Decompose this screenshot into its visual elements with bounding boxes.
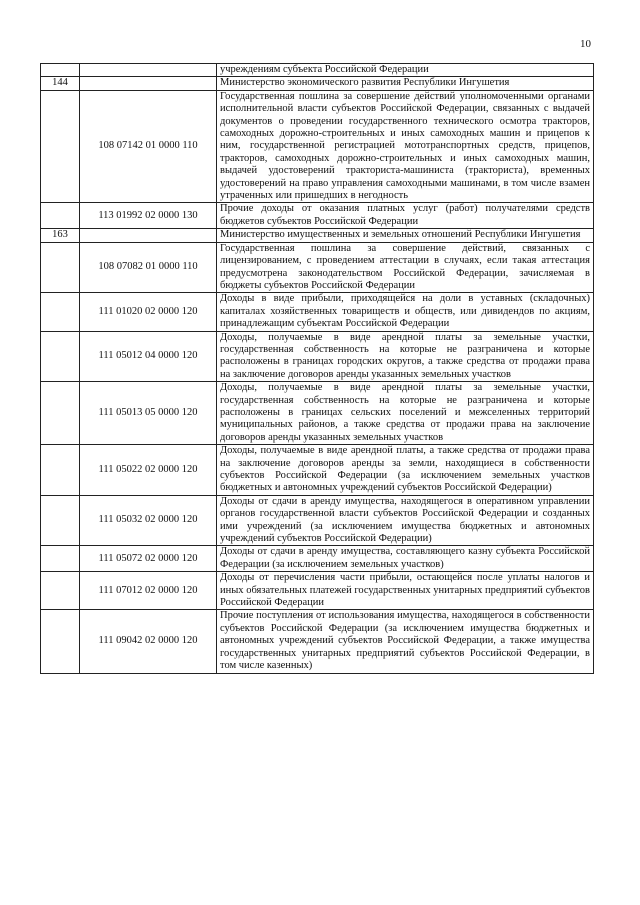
row-number-cell (41, 546, 80, 572)
revenue-code-cell (80, 64, 217, 77)
revenue-code-cell: 111 07012 02 0000 120 (80, 572, 217, 610)
revenue-code-cell (80, 77, 217, 90)
table-row (41, 331, 594, 382)
revenue-code-cell: 108 07142 01 0000 110 (80, 90, 217, 203)
row-number-cell (41, 64, 80, 77)
row-number-cell: 144 (41, 77, 80, 90)
row-number-cell (41, 331, 80, 382)
revenue-code-cell (80, 229, 217, 242)
revenue-code-cell: 111 05072 02 0000 120 (80, 546, 217, 572)
description-cell: Прочие доходы от оказания платных услуг (работ) получателями средств бюджетов субъектов Российской Федерации (217, 203, 594, 229)
description-cell: Доходы, получаемые в виде арендной платы за земельные участки, государственная собственность на которые не разграничена и которые расположены в границах сельских поселений и межселенных территорий муниципальных районов, а также средства от продажи права на заключение договоров аренды указанных земельных участков (217, 382, 594, 445)
table-row (41, 572, 594, 610)
table-row (41, 610, 594, 673)
row-number-cell (41, 445, 80, 496)
description-cell: Министерство экономического развития Республики Ингушетия (217, 77, 594, 90)
row-number-cell: 163 (41, 229, 80, 242)
revenue-code-cell: 111 05022 02 0000 120 (80, 445, 217, 496)
row-number-cell (41, 293, 80, 331)
description-cell: Доходы, получаемые в виде арендной платы за земельные участки, государственная собственность на которые не разграничена и которые расположены в границах городских округов, а также средства от продажи права на заключение договоров аренды указанных земельных участков (217, 331, 594, 382)
table-row (41, 445, 594, 496)
revenue-code-cell: 111 05013 05 0000 120 (80, 382, 217, 445)
description-cell: Доходы в виде прибыли, приходящейся на доли в уставных (складочных) капиталах хозяйственных товариществ и обществ, или дивидендов по акциям, принадлежащим субъектам Российской Федерации (217, 293, 594, 331)
row-number-cell (41, 90, 80, 203)
row-number-cell (41, 610, 80, 673)
revenue-code-cell: 111 01020 02 0000 120 (80, 293, 217, 331)
row-number-cell (41, 495, 80, 546)
table-row (41, 203, 594, 229)
revenue-code-cell: 111 05032 02 0000 120 (80, 495, 217, 546)
revenue-code-cell: 111 09042 02 0000 120 (80, 610, 217, 673)
row-number-cell (41, 572, 80, 610)
description-cell: Доходы от сдачи в аренду имущества, находящегося в оперативном управлении органов государственной власти субъектов Российской Федерации и созданных ими учреждений (за исключением имущества бюджетных и автономных учреждений субъектов Российской Федерации) (217, 495, 594, 546)
table-row (41, 382, 594, 445)
table-row (41, 64, 594, 77)
table-row (41, 90, 594, 203)
description-cell: учреждениям субъекта Российской Федерации (217, 64, 594, 77)
description-cell: Доходы, получаемые в виде арендной платы, а также средства от продажи права на заключение договоров аренды за земли, находящиеся в собственности субъектов Российской Федерации (за исключением земельных участков бюджетных и автономных учреждений субъектов Российской Федерации) (217, 445, 594, 496)
table-row (41, 293, 594, 331)
description-cell: Государственная пошлина за совершение действий уполномоченными органами исполнительной власти субъектов Российской Федерации, связанных с выдачей документов о проведении государственного технического осмотра тракторов, самоходных дорожно-строительных и иных самоходных машин и прицепов к ним, государственной регистрацией мототранспортных средств, прицепов, тракторов, самоходных дорожно-строительных и иных самоходных машин, выдачей удостоверений тракториста-машиниста (тракториста), временных удостоверений на право управления самоходными машинами, в том числе взамен утраченных или пришедших в негодность (217, 90, 594, 203)
table-row (41, 546, 594, 572)
description-cell: Прочие поступления от использования имущества, находящегося в собственности субъектов Российской Федерации (за исключением имущества бюджетных и автономных учреждений субъектов Российской Федерации, а также имущества государственных унитарных предприятий субъектов Российской Федерации, в том числе казенных) (217, 610, 594, 673)
revenue-code-cell: 113 01992 02 0000 130 (80, 203, 217, 229)
table-row (41, 229, 594, 242)
revenue-code-cell: 108 07082 01 0000 110 (80, 242, 217, 293)
description-cell: Доходы от перечисления части прибыли, остающейся после уплаты налогов и иных обязательных платежей государственных унитарных предприятий субъектов Российской Федерации (217, 572, 594, 610)
description-cell: Министерство имущественных и земельных отношений Республики Ингушетия (217, 229, 594, 242)
table-row (41, 77, 594, 90)
description-cell: Доходы от сдачи в аренду имущества, составляющего казну субъекта Российской Федерации (за исключением земельных участков) (217, 546, 594, 572)
row-number-cell (41, 203, 80, 229)
table-row (41, 242, 594, 293)
table-row (41, 495, 594, 546)
row-number-cell (41, 382, 80, 445)
page-number: 10 (580, 38, 591, 50)
row-number-cell (41, 242, 80, 293)
revenue-codes-table (40, 63, 594, 674)
revenue-code-cell: 111 05012 04 0000 120 (80, 331, 217, 382)
description-cell: Государственная пошлина за совершение действий, связанных с лицензированием, с проведением аттестации в случаях, если такая аттестация предусмотрена законодательством Российской Федерации, зачисляемая в бюджеты субъектов Российской Федерации (217, 242, 594, 293)
